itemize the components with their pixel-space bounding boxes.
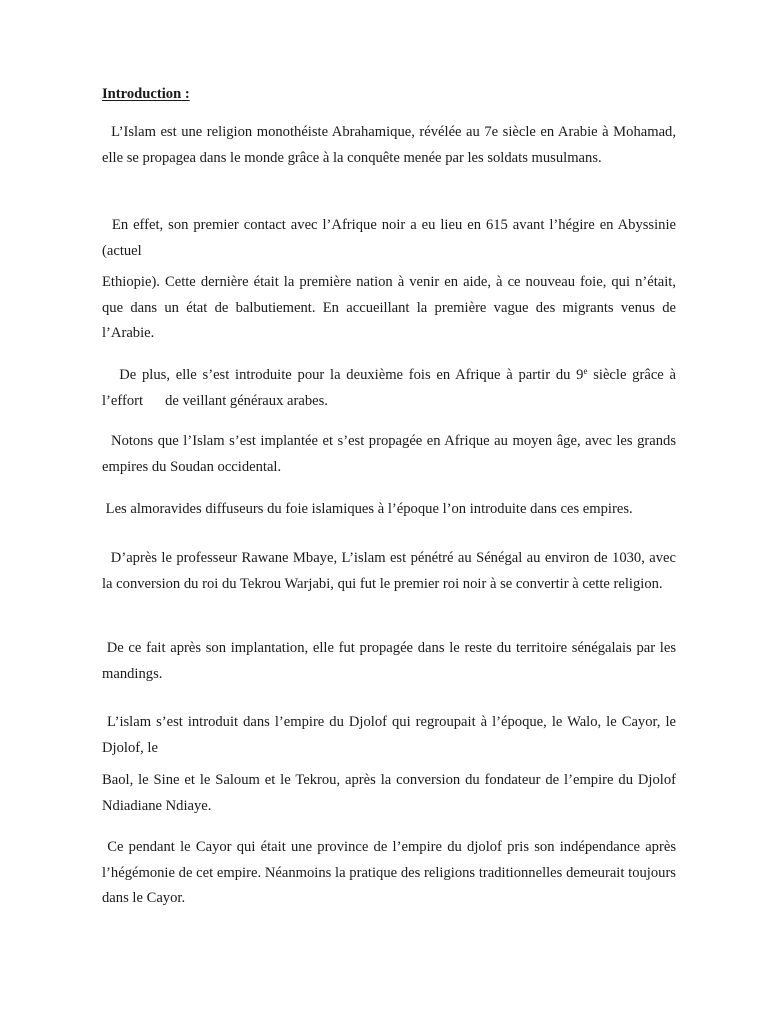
century-superscript: e (583, 366, 588, 376)
paragraph-ethiopia: Ethiopie). Cette dernière était la première nation à venir en aide, à ce nouveau foie, qui n’était, que dans un état de balbutiement. En accueillant la première vague des migrants venus de l’Arabie. (102, 274, 676, 341)
paragraph-islam-definition: L’Islam est une religion monothéiste Abrahamique, révélée au 7e siècle en Arabie à Mohamad, elle se propagea dans le monde grâce à la conquête menée par les soldats musulmans. (102, 124, 676, 166)
paragraph-almoravides: Les almoravides diffuseurs du foie islamiques à l’époque l’on introduite dans ces empires. (102, 501, 633, 517)
paragraph-senegal-1030: D’après le professeur Rawane Mbaye, L’islam est pénétré au Sénégal au environ de 1030, avec la conversion du roi du Tekrou Warjabi, qui fut le premier roi noir à se convertir à cette religion. (102, 550, 676, 592)
p3-mid-text: siècle grâce à l’effort (102, 367, 676, 409)
p3-start-text: De plus, elle s’est introduite pour la deuxième fois en Afrique à partir du 9 (102, 367, 584, 383)
paragraph-baol-sine: Baol, le Sine et le Saloum et le Tekrou, après la conversion du fondateur de l’empire du Djolof Ndiadiane Ndiaye. (102, 772, 676, 814)
paragraph-second-introduction (102, 363, 676, 414)
paragraph-first-contact: En effet, son premier contact avec l’Afrique noir a eu lieu en 615 avant l’hégire en Abyssinie (actuel (102, 217, 676, 259)
introduction-heading: Introduction : (102, 86, 190, 102)
p3-end-text: de veillant généraux arabes. (165, 392, 328, 409)
paragraph-djolof-empire: L’islam s’est introduit dans l’empire du Djolof qui regroupait à l’époque, le Walo, le Cayor, le Djolof, le (102, 714, 676, 756)
paragraph-cayor: Ce pendant le Cayor qui était une province de l’empire du djolof pris son indépendance après l’hégémonie de cet empire. Néanmoins la pratique des religions traditionnelles demeurait toujours dans le Cayor. (102, 839, 676, 906)
paragraph-mandings: De ce fait après son implantation, elle fut propagée dans le reste du territoire sénégalais par les mandings. (102, 640, 676, 682)
paragraph-middle-ages: Notons que l’Islam s’est implantée et s’est propagée en Afrique au moyen âge, avec les grands empires du Soudan occidental. (102, 433, 676, 475)
